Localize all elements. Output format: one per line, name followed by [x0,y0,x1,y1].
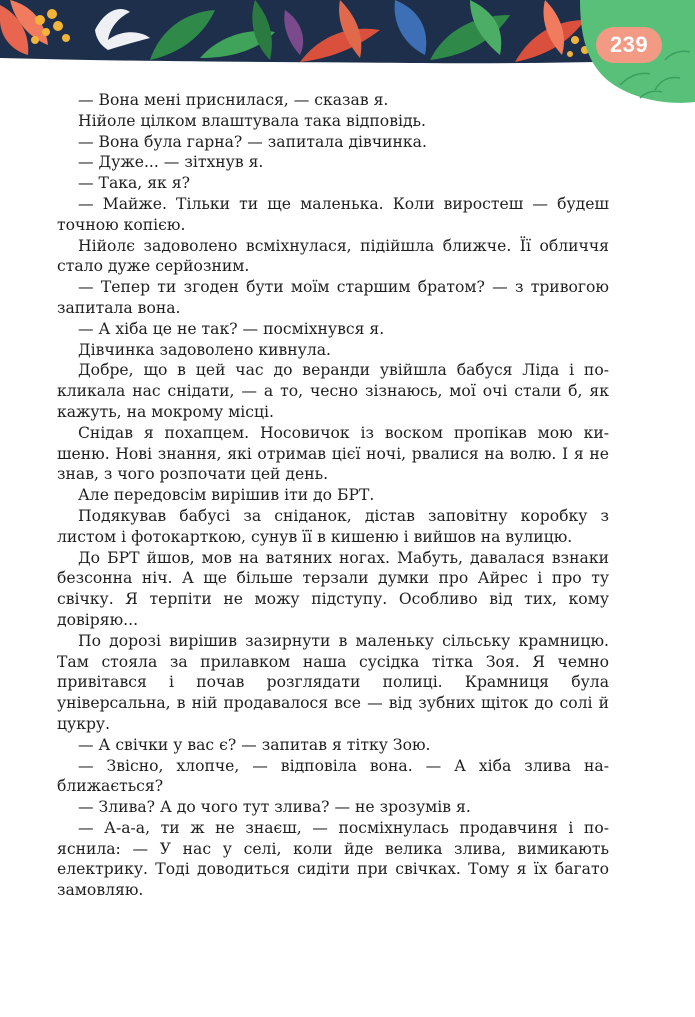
paragraph: Нійолє задоволено всміхнулася, підійшла ближче. Її обличчя стало дуже серйозним. [57,236,609,276]
paragraph: — Злива? А до чого тут злива? — не зрозумів я. [78,798,471,817]
paragraph: Подякував бабусі за сніданок, дістав заповітну коробку з листом і фотокарткою, сунув її в кишеню і вийшов на вулицю. [57,506,609,546]
paragraph: — Звісно, хлопче, — відповіла вона. — А хіба злива наближається? [57,756,609,796]
paragraph: Снідав я похапцем. Носовичок із воском пропікав мою кишеню. Нові знання, які отримав цієї ночі, рвалися на волю. І я не знав, з чого розпочати цей день. [57,423,609,484]
paragraph: — А свічки у вас є? — запитав я тітку Зою. [78,735,431,754]
paragraph: По дорозі вирішив зазирнути в маленьку сільську крамницю. Там стояла за прилавком наша сусідка тітка Зоя. Я чемно привітався і почав розглядати полиці. Крамниця була універсальна, в ній продавалося все — від зубних щіток до солі й цукру. [57,631,609,733]
paragraph: — Майже. Тільки ти ще маленька. Коли виростеш — будеш точною копією. [57,194,609,234]
paragraph: Нійоле цілком влаштувала така відповідь. [78,111,427,130]
paragraph: — Тепер ти згоден бути моїм старшим братом? — з тривогою запитала вона. [57,278,609,317]
paragraph: — Дуже... — зітхнув я. [78,153,264,172]
paragraph: — А-а-а, ти ж не знаєш, — посміхнулась продавчиня і пояснила: — У нас у селі, коли йде велика злива, вимикають електрику. Тоді доводиться сидіти при свічках. Тому я їх багато замовляю. [57,818,609,900]
paragraph: Але передовсім вирішив іти до БРТ. [78,486,375,505]
paragraph: До БРТ йшов, мов на ватяних ногах. Мабуть, давалася взнаки безсонна ніч. А ще більше терзали думки про Айрес і про ту свічку. Я терпіти не можу підступу. Особливо від тих, кому довіряю... [57,548,609,629]
paragraph: — Вона мені приснилася, — сказав я. [78,91,389,109]
paragraph: Добре, що в цей час до веранди увійшла бабуся Ліда і покликала нас снідати, — а то, чесно зізнаюсь, мої очі стали б, як кажуть, на мокрому місці. [57,361,609,421]
paragraph: — Така, як я? [78,174,190,193]
story-text [57,90,609,901]
page-number-badge: 239 [596,27,662,63]
paragraph: — А хіба це не так? — посміхнувся я. [78,319,385,338]
paragraph: Дівчинка задоволено кивнула. [78,340,332,359]
paragraph: — Вона була гарна? — запитала дівчинка. [78,132,427,151]
